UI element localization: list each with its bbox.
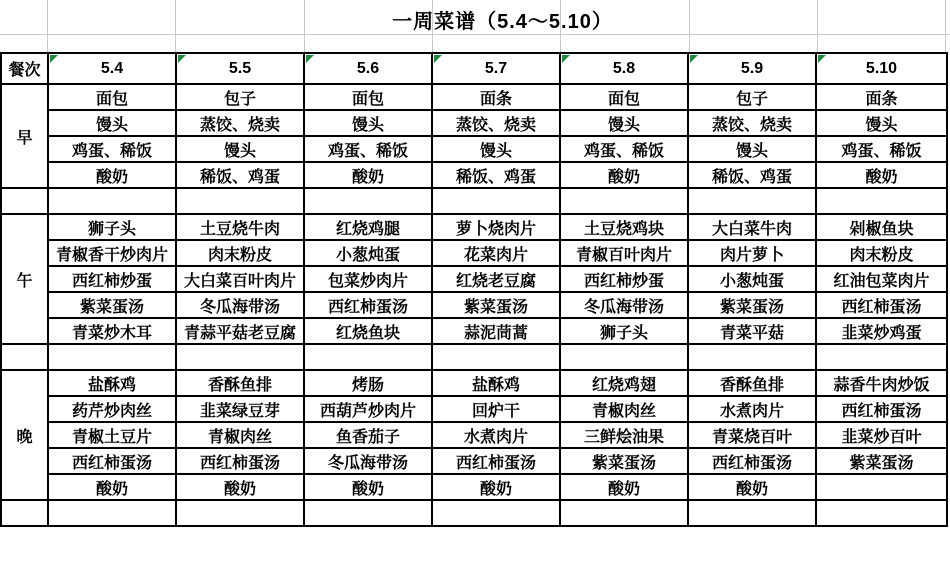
menu-cell[interactable]: 韭菜炒鸡蛋: [816, 318, 947, 344]
meal-label-cell[interactable]: 早: [1, 84, 48, 188]
empty-cell[interactable]: [48, 188, 176, 214]
menu-cell[interactable]: 包子: [688, 84, 816, 110]
empty-cell[interactable]: [304, 344, 432, 370]
menu-cell[interactable]: 大白菜百叶肉片: [176, 266, 304, 292]
menu-cell[interactable]: 大白菜牛肉: [688, 214, 816, 240]
empty-cell[interactable]: [816, 188, 947, 214]
menu-cell[interactable]: 酸奶: [560, 474, 688, 500]
menu-cell[interactable]: 红烧鱼块: [304, 318, 432, 344]
menu-cell[interactable]: 馒头: [432, 136, 560, 162]
menu-cell[interactable]: 酸奶: [48, 162, 176, 188]
menu-cell[interactable]: 西葫芦炒肉片: [304, 396, 432, 422]
menu-cell[interactable]: 土豆烧牛肉: [176, 214, 304, 240]
empty-cell[interactable]: [304, 500, 432, 526]
menu-cell[interactable]: 蒜香牛肉炒饭: [816, 370, 947, 396]
menu-cell[interactable]: 蒜泥茼蒿: [432, 318, 560, 344]
menu-cell[interactable]: 红烧鸡腿: [304, 214, 432, 240]
menu-cell[interactable]: 稀饭、鸡蛋: [688, 162, 816, 188]
menu-cell[interactable]: 馒头: [560, 110, 688, 136]
menu-cell[interactable]: 鸡蛋、稀饭: [560, 136, 688, 162]
date-header-cell[interactable]: 5.7: [432, 53, 560, 84]
menu-cell[interactable]: 烤肠: [304, 370, 432, 396]
menu-cell[interactable]: 红油包菜肉片: [816, 266, 947, 292]
menu-cell[interactable]: 紫菜蛋汤: [688, 292, 816, 318]
menu-cell[interactable]: 酸奶: [48, 474, 176, 500]
menu-cell[interactable]: 西红柿蛋汤: [816, 292, 947, 318]
menu-cell[interactable]: 西红柿蛋汤: [816, 396, 947, 422]
menu-cell[interactable]: 小葱炖蛋: [304, 240, 432, 266]
menu-table: [0, 52, 948, 527]
menu-cell[interactable]: 鸡蛋、稀饭: [304, 136, 432, 162]
menu-cell[interactable]: 稀饭、鸡蛋: [432, 162, 560, 188]
menu-cell[interactable]: 香酥鱼排: [688, 370, 816, 396]
menu-cell[interactable]: 水煮肉片: [688, 396, 816, 422]
menu-cell[interactable]: 馒头: [816, 110, 947, 136]
menu-cell[interactable]: 蒸饺、烧卖: [432, 110, 560, 136]
error-indicator-triangle-icon: [818, 55, 826, 63]
menu-cell[interactable]: 酸奶: [176, 474, 304, 500]
empty-cell[interactable]: [816, 500, 947, 526]
menu-cell[interactable]: 青蒜平菇老豆腐: [176, 318, 304, 344]
menu-cell[interactable]: 盐酥鸡: [432, 370, 560, 396]
menu-table-head: [1, 53, 947, 84]
date-header-cell[interactable]: 5.8: [560, 53, 688, 84]
empty-cell[interactable]: [1, 344, 48, 370]
menu-cell[interactable]: 鱼香茄子: [304, 422, 432, 448]
menu-cell[interactable]: 回炉干: [432, 396, 560, 422]
menu-cell[interactable]: 韭菜绿豆芽: [176, 396, 304, 422]
menu-cell[interactable]: 冬瓜海带汤: [176, 292, 304, 318]
gridline: [0, 34, 950, 35]
empty-cell[interactable]: [432, 188, 560, 214]
menu-cell[interactable]: 西红柿蛋汤: [304, 292, 432, 318]
menu-cell[interactable]: 紫菜蛋汤: [560, 448, 688, 474]
menu-table-body: [1, 84, 947, 526]
menu-cell[interactable]: 剁椒鱼块: [816, 214, 947, 240]
menu-cell[interactable]: 包子: [176, 84, 304, 110]
error-indicator-triangle-icon: [306, 55, 314, 63]
date-header-cell[interactable]: 5.6: [304, 53, 432, 84]
menu-cell[interactable]: 西红柿炒蛋: [48, 266, 176, 292]
date-header-cell[interactable]: 5.4: [48, 53, 176, 84]
menu-cell[interactable]: 面包: [304, 84, 432, 110]
menu-cell[interactable]: 青菜烧百叶: [688, 422, 816, 448]
menu-cell[interactable]: 小葱炖蛋: [688, 266, 816, 292]
empty-cell[interactable]: [688, 344, 816, 370]
menu-cell[interactable]: 面条: [432, 84, 560, 110]
menu-cell[interactable]: 西红柿蛋汤: [48, 448, 176, 474]
error-indicator-triangle-icon: [50, 55, 58, 63]
menu-cell[interactable]: 蒸饺、烧卖: [176, 110, 304, 136]
menu-cell[interactable]: 鸡蛋、稀饭: [48, 136, 176, 162]
menu-cell[interactable]: 药芹炒肉丝: [48, 396, 176, 422]
menu-cell[interactable]: 酸奶: [560, 162, 688, 188]
empty-cell[interactable]: [560, 188, 688, 214]
error-indicator-triangle-icon: [562, 55, 570, 63]
menu-cell[interactable]: 萝卜烧肉片: [432, 214, 560, 240]
empty-cell[interactable]: [560, 500, 688, 526]
meal-label-cell[interactable]: 午: [1, 214, 48, 344]
menu-cell[interactable]: 面条: [816, 84, 947, 110]
menu-cell[interactable]: 红烧鸡翅: [560, 370, 688, 396]
empty-cell[interactable]: [432, 500, 560, 526]
empty-cell[interactable]: [560, 344, 688, 370]
menu-cell[interactable]: 面包: [48, 84, 176, 110]
corner-header-cell[interactable]: 餐次: [1, 53, 48, 84]
menu-cell[interactable]: 酸奶: [304, 162, 432, 188]
menu-cell[interactable]: 青椒肉丝: [176, 422, 304, 448]
menu-cell[interactable]: 青椒肉丝: [560, 396, 688, 422]
empty-cell[interactable]: [1, 188, 48, 214]
gridline: [47, 0, 48, 52]
menu-cell[interactable]: 花菜肉片: [432, 240, 560, 266]
menu-cell[interactable]: 包菜炒肉片: [304, 266, 432, 292]
menu-cell[interactable]: 稀饭、鸡蛋: [176, 162, 304, 188]
menu-cell[interactable]: 肉末粉皮: [176, 240, 304, 266]
menu-cell[interactable]: 狮子头: [48, 214, 176, 240]
menu-cell[interactable]: 香酥鱼排: [176, 370, 304, 396]
menu-cell[interactable]: 青椒百叶肉片: [560, 240, 688, 266]
menu-cell[interactable]: [816, 474, 947, 500]
menu-cell[interactable]: 青椒香干炒肉片: [48, 240, 176, 266]
menu-cell[interactable]: 肉片萝卜: [688, 240, 816, 266]
empty-cell[interactable]: [432, 344, 560, 370]
menu-cell[interactable]: 西红柿蛋汤: [688, 448, 816, 474]
menu-cell[interactable]: 馒头: [304, 110, 432, 136]
error-indicator-triangle-icon: [178, 55, 186, 63]
menu-cell[interactable]: 肉末粉皮: [816, 240, 947, 266]
menu-cell[interactable]: 馒头: [176, 136, 304, 162]
meal-label-cell[interactable]: 晚: [1, 370, 48, 500]
sheet-title[interactable]: 一周菜谱（5.4～5.10）: [392, 11, 613, 33]
menu-cell[interactable]: 冬瓜海带汤: [560, 292, 688, 318]
menu-cell[interactable]: 紫菜蛋汤: [48, 292, 176, 318]
empty-cell[interactable]: [304, 188, 432, 214]
empty-cell[interactable]: [1, 500, 48, 526]
date-header-cell[interactable]: 5.5: [176, 53, 304, 84]
empty-cell[interactable]: [688, 500, 816, 526]
menu-cell[interactable]: 青菜平菇: [688, 318, 816, 344]
empty-cell[interactable]: [816, 344, 947, 370]
menu-cell[interactable]: 水煮肉片: [432, 422, 560, 448]
menu-cell[interactable]: 酸奶: [816, 162, 947, 188]
menu-cell[interactable]: 西红柿炒蛋: [560, 266, 688, 292]
menu-cell[interactable]: 酸奶: [688, 474, 816, 500]
empty-cell[interactable]: [688, 188, 816, 214]
menu-cell[interactable]: 红烧老豆腐: [432, 266, 560, 292]
empty-cell[interactable]: [176, 500, 304, 526]
menu-cell[interactable]: 鸡蛋、稀饭: [816, 136, 947, 162]
menu-cell[interactable]: 酸奶: [432, 474, 560, 500]
menu-cell[interactable]: 馒头: [688, 136, 816, 162]
date-header-cell[interactable]: 5.9: [688, 53, 816, 84]
menu-cell[interactable]: 紫菜蛋汤: [816, 448, 947, 474]
menu-cell[interactable]: 狮子头: [560, 318, 688, 344]
menu-cell[interactable]: 土豆烧鸡块: [560, 214, 688, 240]
menu-cell[interactable]: 盐酥鸡: [48, 370, 176, 396]
menu-cell[interactable]: 青椒土豆片: [48, 422, 176, 448]
menu-cell[interactable]: 西红柿蛋汤: [176, 448, 304, 474]
empty-cell[interactable]: [48, 500, 176, 526]
menu-cell[interactable]: 西红柿蛋汤: [432, 448, 560, 474]
menu-cell[interactable]: 蒸饺、烧卖: [688, 110, 816, 136]
empty-cell[interactable]: [176, 344, 304, 370]
menu-cell[interactable]: 韭菜炒百叶: [816, 422, 947, 448]
empty-cell[interactable]: [176, 188, 304, 214]
menu-cell[interactable]: 青菜炒木耳: [48, 318, 176, 344]
menu-cell[interactable]: 面包: [560, 84, 688, 110]
error-indicator-triangle-icon: [434, 55, 442, 63]
empty-cell[interactable]: [48, 344, 176, 370]
error-indicator-triangle-icon: [690, 55, 698, 63]
menu-cell[interactable]: 酸奶: [304, 474, 432, 500]
menu-cell[interactable]: 冬瓜海带汤: [304, 448, 432, 474]
menu-cell[interactable]: 馒头: [48, 110, 176, 136]
menu-cell[interactable]: 三鲜烩油果: [560, 422, 688, 448]
date-header-cell[interactable]: 5.10: [816, 53, 947, 84]
menu-cell[interactable]: 紫菜蛋汤: [432, 292, 560, 318]
